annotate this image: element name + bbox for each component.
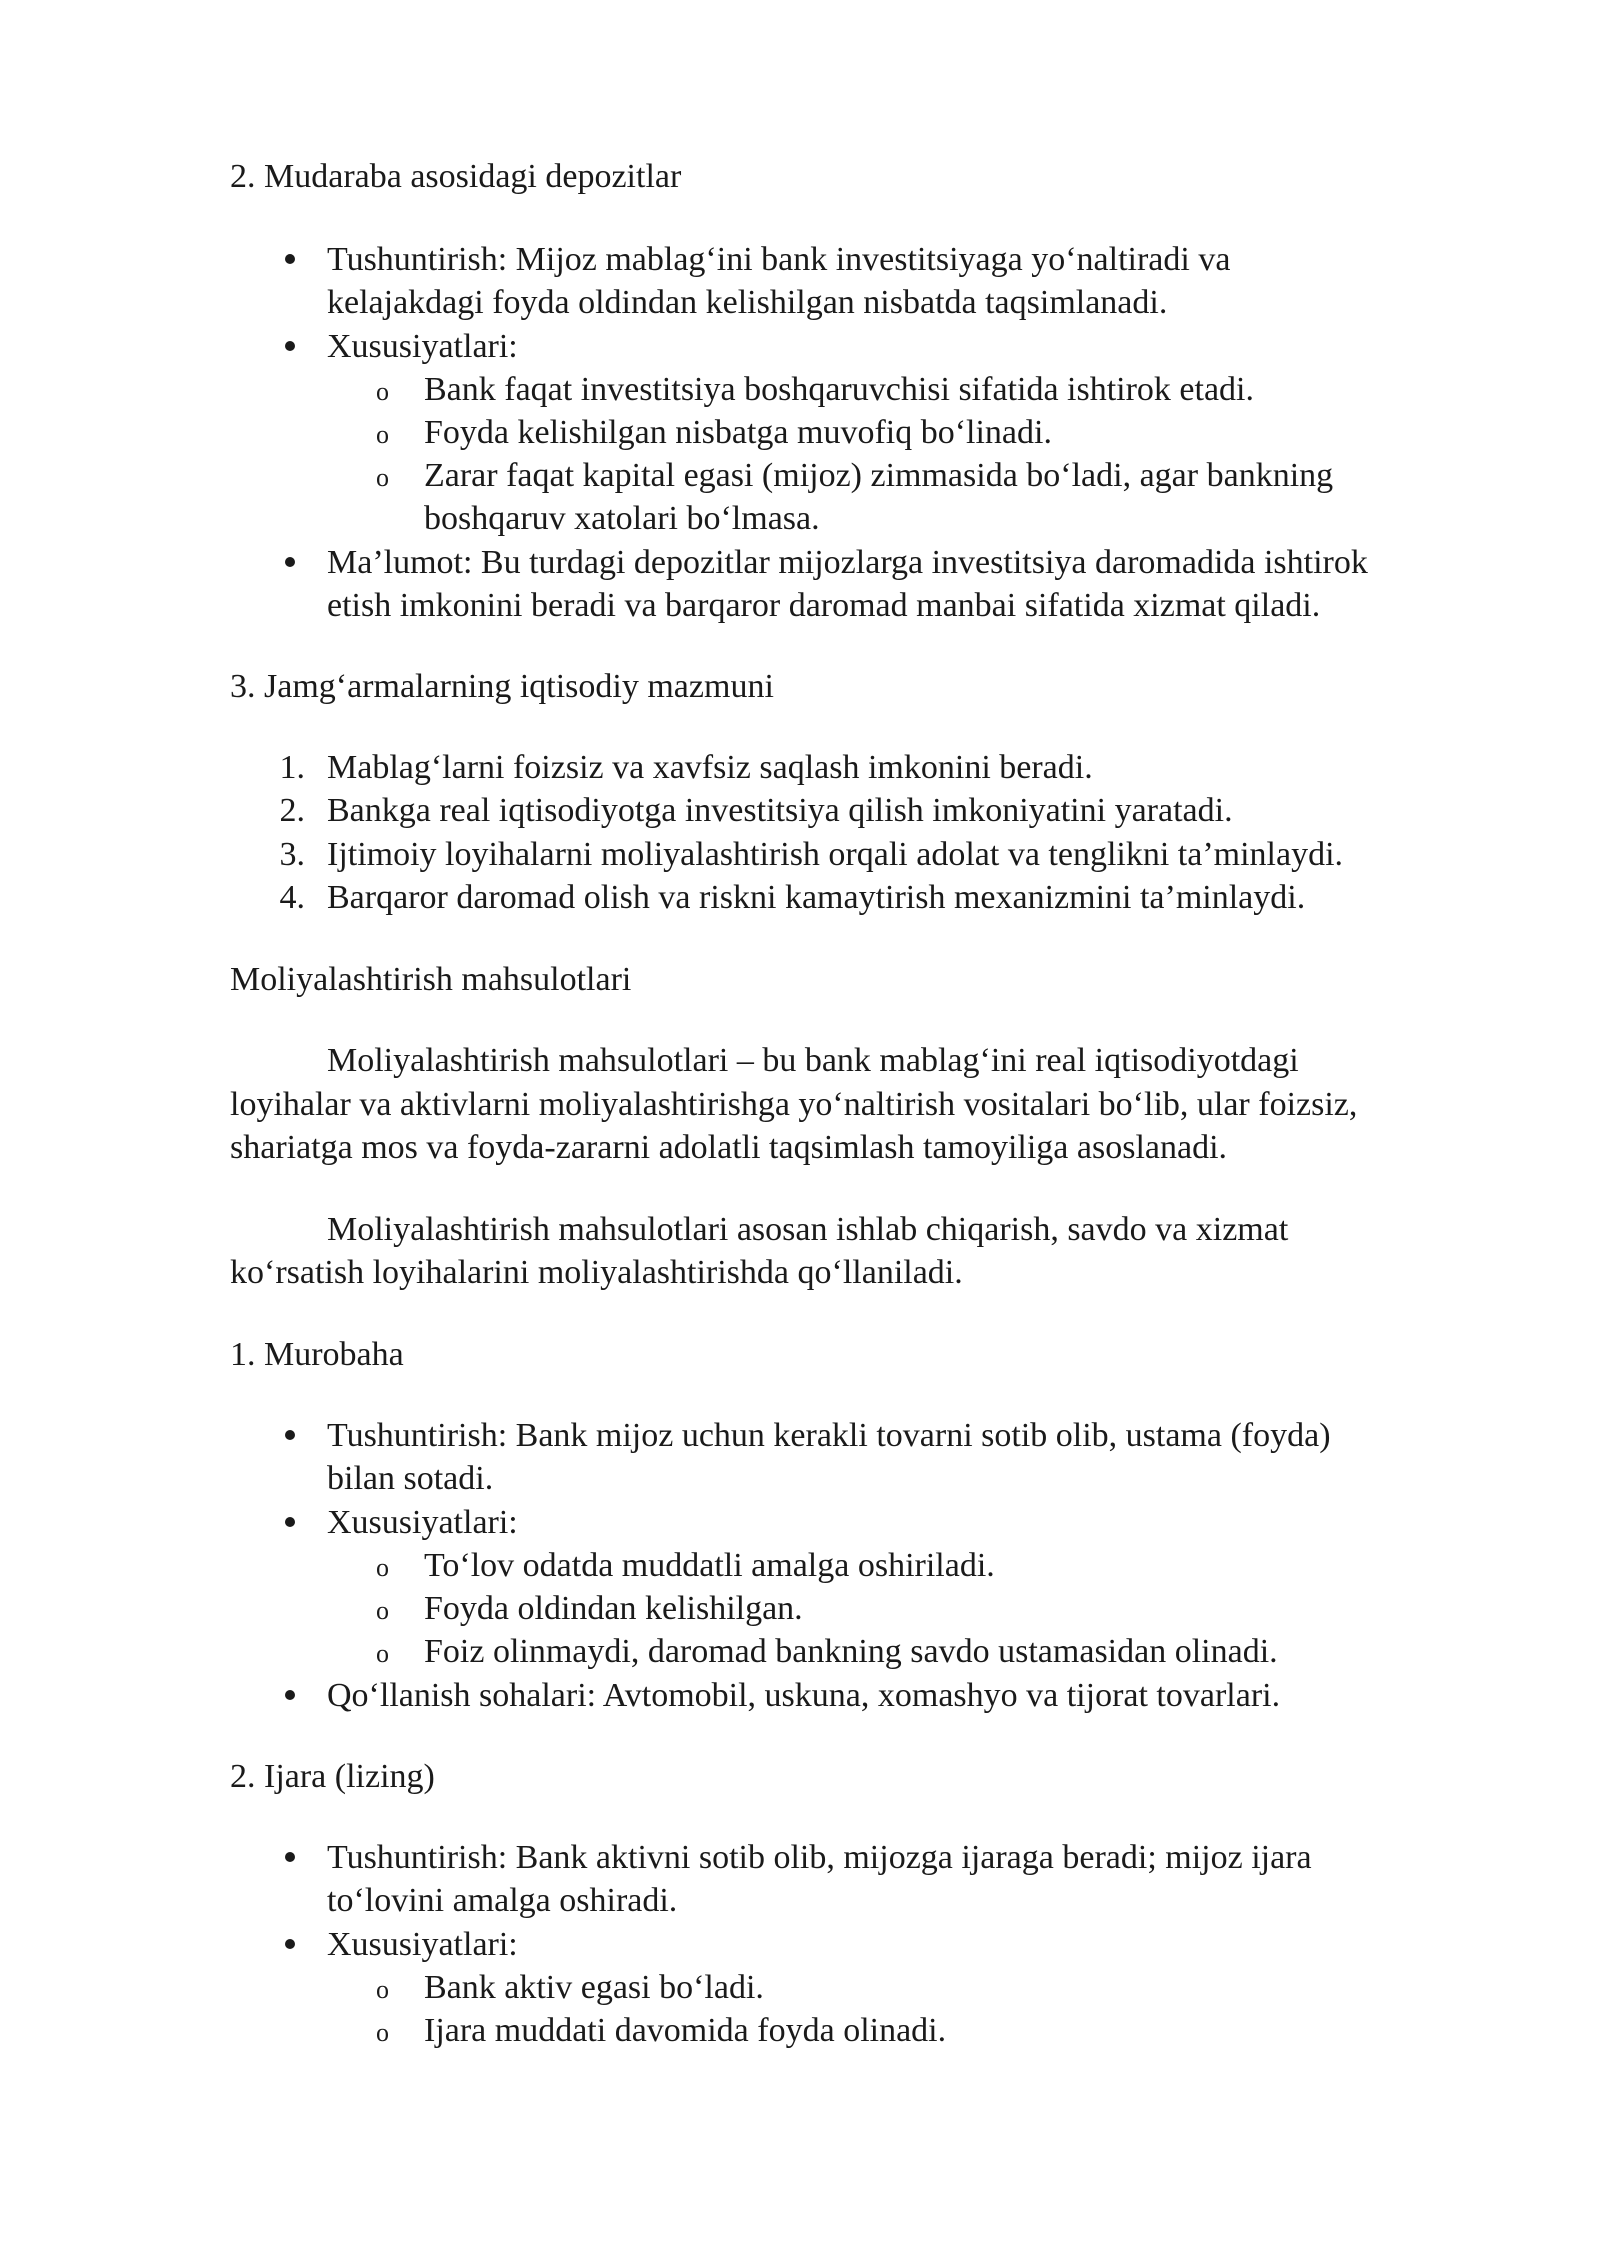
list-item-text: Xususiyatlari: (327, 1926, 518, 1963)
list-item-text: Tushuntirish: Mijoz mablag‘ini bank investitsiyaga yo‘naltiradi va (327, 241, 1231, 278)
sub-list-item-text: Bank faqat investitsiya boshqaruvchisi sifatida ishtirok etadi. (424, 371, 1254, 408)
list-item-text: Ma’lumot: Bu turdagi depozitlar mijozlarga investitsiya daromadida ishtirok (327, 544, 1368, 581)
list-number: 4. (279, 879, 305, 916)
sub-bullet-icon: o (376, 1596, 389, 1625)
list-number: 3. (279, 836, 305, 873)
sub-list-item-text: Zarar faqat kapital egasi (mijoz) zimmasida bo‘ladi, agar bankning (424, 457, 1334, 494)
list-item-text: Ijtimoiy loyihalarni moliyalashtirish orqali adolat va tenglikni ta’minlaydi. (327, 836, 1344, 873)
section-heading: 3. Jamg‘armalarning iqtisodiy mazmuni (230, 668, 774, 705)
bullet-icon (283, 1688, 297, 1702)
list-item-text: Mablag‘larni foizsiz va xavfsiz saqlash imkonini beradi. (327, 749, 1093, 786)
sub-bullet-icon: o (376, 377, 389, 406)
bullet-icon (283, 1850, 297, 1864)
bullet-icon (283, 1428, 297, 1442)
list-number: 1. (279, 749, 305, 786)
sub-list-item-text: Foyda kelishilgan nisbatga muvofiq bo‘linadi. (424, 414, 1052, 451)
bullet-icon (283, 555, 297, 569)
paragraph-line: Moliyalashtirish mahsulotlari – bu bank mablag‘ini real iqtisodiyotdagi (327, 1042, 1299, 1079)
list-item-text: Barqaror daromad olish va riskni kamaytirish mexanizmini ta’minlaydi. (327, 879, 1306, 916)
sub-list-item-text: boshqaruv xatolari bo‘lmasa. (424, 500, 820, 537)
list-item-text: etish imkonini beradi va barqaror daromad manbai sifatida xizmat qiladi. (327, 587, 1321, 624)
section-heading: 1. Murobaha (230, 1336, 404, 1373)
paragraph-line: shariatga mos va foyda-zararni adolatli taqsimlash tamoyiliga asoslanadi. (230, 1129, 1228, 1166)
paragraph-line: ko‘rsatish loyihalarini moliyalashtirishda qo‘llaniladi. (230, 1254, 963, 1291)
bullet-icon (283, 1937, 297, 1951)
list-item-text: Tushuntirish: Bank aktivni sotib olib, mijozga ijaraga beradi; mijoz ijara (327, 1839, 1312, 1876)
section-heading: 2. Mudaraba asosidagi depozitlar (230, 158, 682, 195)
list-item-text: Xususiyatlari: (327, 1504, 518, 1541)
list-item-text: Xususiyatlari: (327, 328, 518, 365)
bullet-icon (283, 252, 297, 266)
sub-bullet-icon: o (376, 420, 389, 449)
paragraph-line: loyihalar va aktivlarni moliyalashtirishga yo‘naltirish vositalari bo‘lib, ular foizsiz, (230, 1086, 1358, 1123)
sub-list-item-text: Foiz olinmaydi, daromad bankning savdo ustamasidan olinadi. (424, 1633, 1278, 1670)
sub-bullet-icon: o (376, 1639, 389, 1668)
sub-bullet-icon: o (376, 2018, 389, 2047)
sub-list-item-text: Foyda oldindan kelishilgan. (424, 1590, 803, 1627)
bullet-icon (283, 1515, 297, 1529)
sub-list-item-text: To‘lov odatda muddatli amalga oshiriladi. (424, 1547, 995, 1584)
list-item-text: to‘lovini amalga oshiradi. (327, 1882, 678, 1919)
list-item-text: Bankga real iqtisodiyotga investitsiya qilish imkoniyatini yaratadi. (327, 792, 1233, 829)
sub-bullet-icon: o (376, 1975, 389, 2004)
paragraph-line: Moliyalashtirish mahsulotlari asosan ishlab chiqarish, savdo va xizmat (327, 1211, 1289, 1248)
list-item-text: bilan sotadi. (327, 1460, 494, 1497)
sub-bullet-icon: o (376, 463, 389, 492)
section-heading: 2. Ijara (lizing) (230, 1758, 435, 1795)
list-item-text: kelajakdagi foyda oldindan kelishilgan nisbatda taqsimlanadi. (327, 284, 1168, 321)
bullet-icon (283, 339, 297, 353)
sub-bullet-icon: o (376, 1553, 389, 1582)
list-item-text: Qo‘llanish sohalari: Avtomobil, uskuna, xomashyo va tijorat tovarlari. (327, 1677, 1281, 1714)
section-heading: Moliyalashtirish mahsulotlari (230, 961, 632, 998)
list-item-text: Tushuntirish: Bank mijoz uchun kerakli tovarni sotib olib, ustama (foyda) (327, 1417, 1331, 1454)
list-number: 2. (279, 792, 305, 829)
sub-list-item-text: Ijara muddati davomida foyda olinadi. (424, 2012, 947, 2049)
sub-list-item-text: Bank aktiv egasi bo‘ladi. (424, 1969, 764, 2006)
